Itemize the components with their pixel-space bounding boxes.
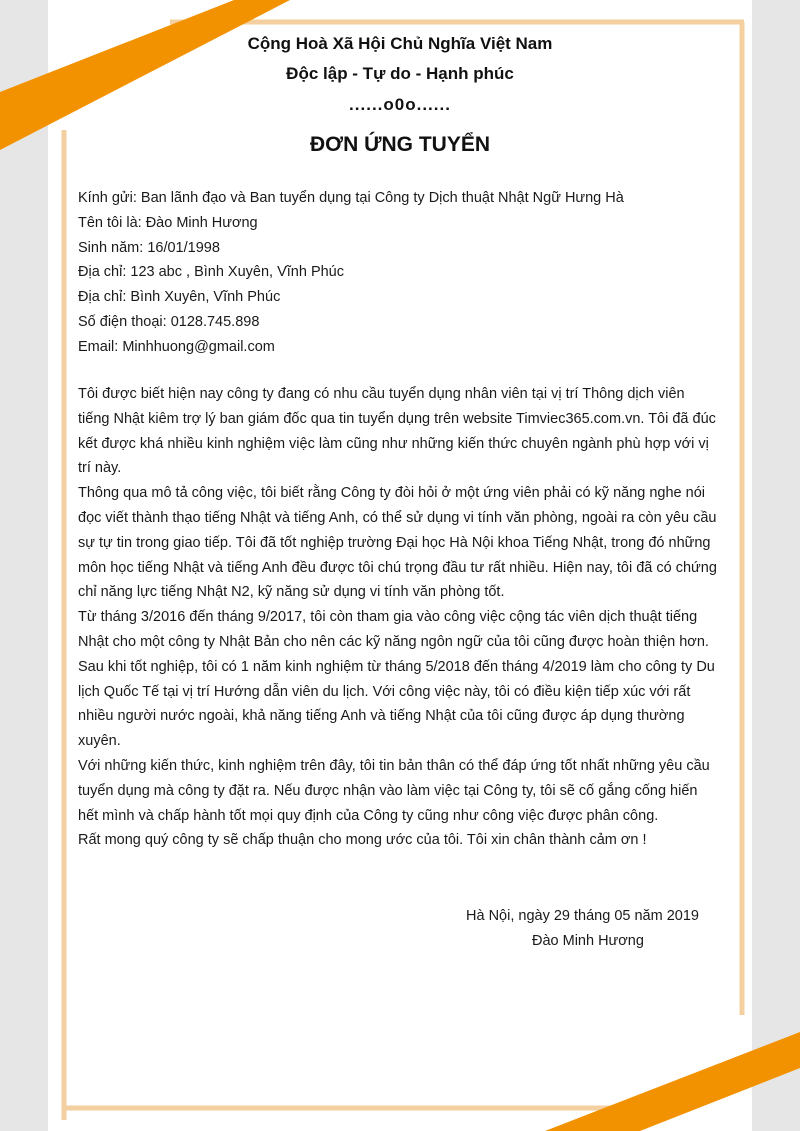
phone-line: Số điện thoại: 0128.745.898 xyxy=(78,313,260,330)
recipient-line: Kính gửi: Ban lãnh đạo và Ban tuyển dụng tại Công ty Dịch thuật Nhật Ngữ Hưng Hà xyxy=(78,190,624,206)
birth-year-line: Sinh năm: 16/01/1998 xyxy=(78,239,220,256)
signature-name: Đào Minh Hương xyxy=(532,933,644,949)
paragraph-closing: Rất mong quý công ty sẽ chấp thuận cho mong ước của tôi. Tôi xin chân thành cảm ơn ! xyxy=(78,832,647,849)
national-motto: Độc lập - Tự do - Hạnh phúc xyxy=(286,64,514,83)
paragraph-commitment: Với những kiến thức, kinh nghiệm trên đây, tôi tin bản thân có thể đáp ứng tốt nhất những yêu cầu tuyển dụng mà công ty đặt ra. Nếu được nhận vào làm việc tại Công ty, tôi sẽ cố gắng cống hiến hết mình và chấp hành tốt mọi quy định của Công ty cũng như công việc được phân công. xyxy=(78,757,710,824)
paragraph-experience: Từ tháng 3/2016 đến tháng 9/2017, tôi còn tham gia vào công việc cộng tác viên dịch thuật tiếng Nhật cho một công ty Nhật Bản cho nên các kỹ năng ngôn ngữ của tôi cũng được hoàn thiện hơn. Sau khi tốt nghiệp, tôi có 1 năm kinh nghiệm từ tháng 5/2018 đến tháng 4/2019 làm cho công ty Du lịch Quốc Tế tại vị trí Hướng dẫn viên du lịch. Với công việc này, tôi có điều kiện tiếp xúc với rất nhiều người nước ngoài, khả năng tiếng Anh và tiếng Nhật của tôi cũng được áp dụng thường xuyên. xyxy=(78,609,715,750)
paragraph-requirements: Thông qua mô tả công việc, tôi biết rằng Công ty đòi hỏi ở một ứng viên phải có kỹ năng nghe nói đọc viết thành thạo tiếng Nhật và tiếng Anh, có thể sử dụng vi tính văn phòng, ngoài ra còn yêu cầu sự tự tin trong giao tiếp. Tôi đã tốt nghiệp trường Đại học Hà Nội khoa Tiếng Nhật, trong đó những môn học tiếng Nhật và tiếng Anh đều được tôi chú trọng đầu tư rất nhiều. Hiện nay, tôi đã có chứng chỉ năng lực tiếng Nhật N2, kỹ năng sử dụng vi tính văn phòng tốt. xyxy=(78,485,717,601)
letter-body xyxy=(78,382,718,853)
address-line-2: Địa chỉ: Bình Xuyên, Vĩnh Phúc xyxy=(78,289,281,306)
national-title: Cộng Hoà Xã Hội Chủ Nghĩa Việt Nam xyxy=(247,34,553,53)
paragraph-intro: Tôi được biết hiện nay công ty đang có nhu cầu tuyển dụng nhân viên tại vị trí Thông dịch viên tiếng Nhật kiêm trợ lý ban giám đốc qua tin tuyển dụng trên website Timviec365.com.vn. Tôi đã đúc kết được khá nhiều kinh nghiệm việc làm cũng như những kiến thức chuyên ngành phù hợp với vị trí này. xyxy=(78,386,716,477)
email-line: Email: Minhhuong@gmail.com xyxy=(78,338,275,355)
header-divider: ......o0o...... xyxy=(349,95,451,114)
document-title: ĐƠN ỨNG TUYỂN xyxy=(309,133,490,156)
applicant-info xyxy=(78,186,738,360)
address-line: Địa chỉ: 123 abc , Bình Xuyên, Vĩnh Phúc xyxy=(78,264,344,281)
name-line: Tên tôi là: Đào Minh Hương xyxy=(78,214,258,231)
signature-place-date: Hà Nội, ngày 29 tháng 05 năm 2019 xyxy=(466,908,699,924)
